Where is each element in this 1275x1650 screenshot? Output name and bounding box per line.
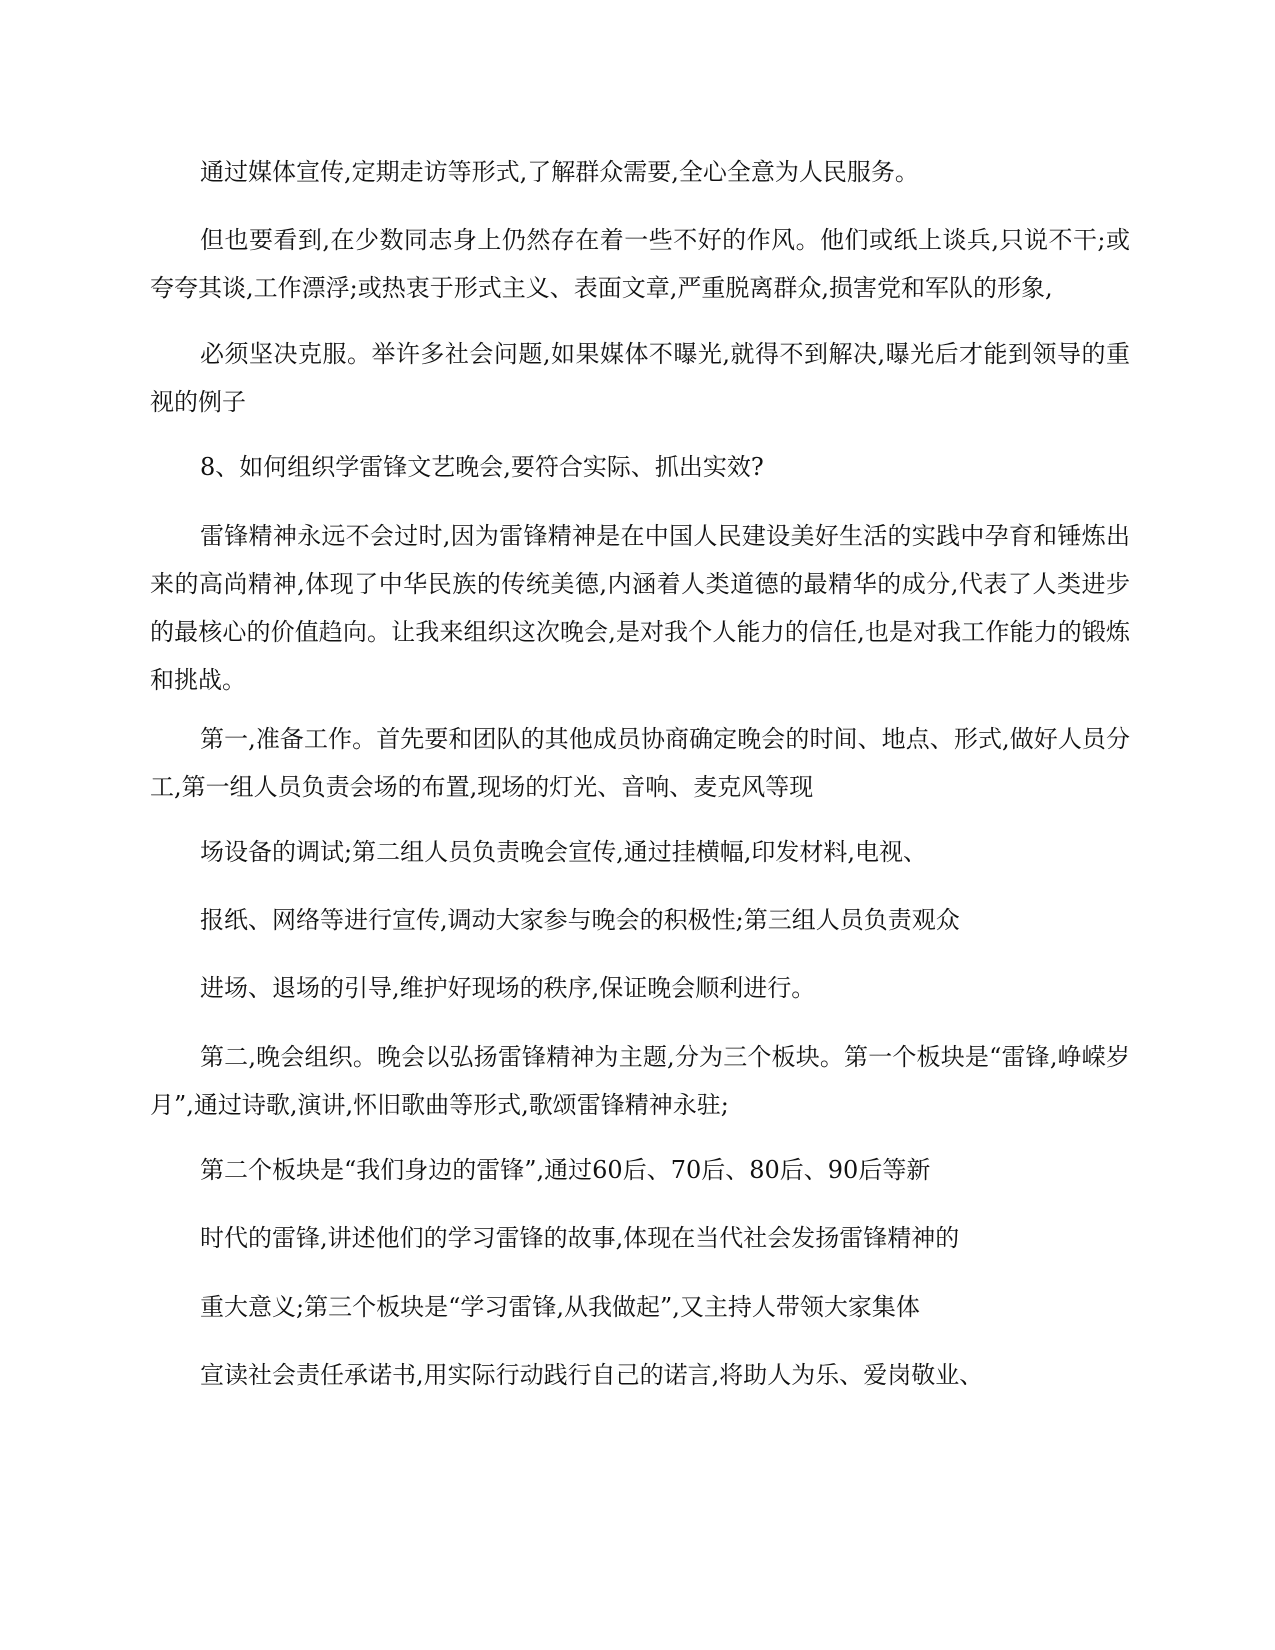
paragraph-pledge: 宣读社会责任承诺书,用实际行动践行自己的诺言,将助人为乐、爱岗敬业、 bbox=[200, 1361, 984, 1389]
paragraph-bad-work-style: 但也要看到,在少数同志身上仍然存在着一些不好的作风。他们或纸上谈兵,只说不干;或夸夸其谈,工作漂浮;或热衷于形式主义、表面文章,严重脱离群众,损害党和军队的形象, bbox=[150, 226, 1130, 302]
paragraph-media-publicity: 通过媒体宣传,定期走访等形式,了解群众需要,全心全意为人民服务。 bbox=[200, 158, 919, 186]
paragraph-second-segment: 第二个板块是“我们身边的雷锋”,通过60后、70后、80后、90后等新 bbox=[200, 1156, 931, 1184]
question-heading-8: 8、如何组织学雷锋文艺晚会,要符合实际、抓出实效? bbox=[200, 453, 764, 481]
paragraph-equipment-setup: 场设备的调试;第二组人员负责晚会宣传,通过挂横幅,印发材料,电视、 bbox=[200, 838, 927, 866]
paragraph-lei-feng-spirit: 雷锋精神永远不会过时,因为雷锋精神是在中国人民建设美好生活的实践中孕育和锤炼出来的高尚精神,体现了中华民族的传统美德,内涵着人类道德的最精华的成分,代表了人类进步的最核心的价值趋向。让我来组织这次晚会,是对我个人能力的信任,也是对我工作能力的锻炼和挑战。 bbox=[150, 522, 1130, 694]
paragraph-must-overcome: 必须坚决克服。举许多社会问题,如果媒体不曝光,就得不到解决,曝光后才能到领导的重视的例子 bbox=[150, 340, 1130, 416]
paragraph-preparation: 第一,准备工作。首先要和团队的其他成员协商确定晚会的时间、地点、形式,做好人员分工,第一组人员负责会场的布置,现场的灯光、音响、麦克风等现 bbox=[150, 725, 1130, 801]
paragraph-gala-organization: 第二,晚会组织。晚会以弘扬雷锋精神为主题,分为三个板块。第一个板块是“雷锋,峥嵘岁月”,通过诗歌,演讲,怀旧歌曲等形式,歌颂雷锋精神永驻; bbox=[150, 1043, 1130, 1119]
paragraph-audience-guidance: 进场、退场的引导,维护好现场的秩序,保证晚会顺利进行。 bbox=[200, 974, 816, 1002]
paragraph-new-era: 时代的雷锋,讲述他们的学习雷锋的故事,体现在当代社会发扬雷锋精神的 bbox=[200, 1224, 960, 1252]
paragraph-publicity: 报纸、网络等进行宣传,调动大家参与晚会的积极性;第三组人员负责观众 bbox=[200, 906, 960, 934]
paragraph-third-segment: 重大意义;第三个板块是“学习雷锋,从我做起”,又主持人带领大家集体 bbox=[200, 1293, 920, 1321]
